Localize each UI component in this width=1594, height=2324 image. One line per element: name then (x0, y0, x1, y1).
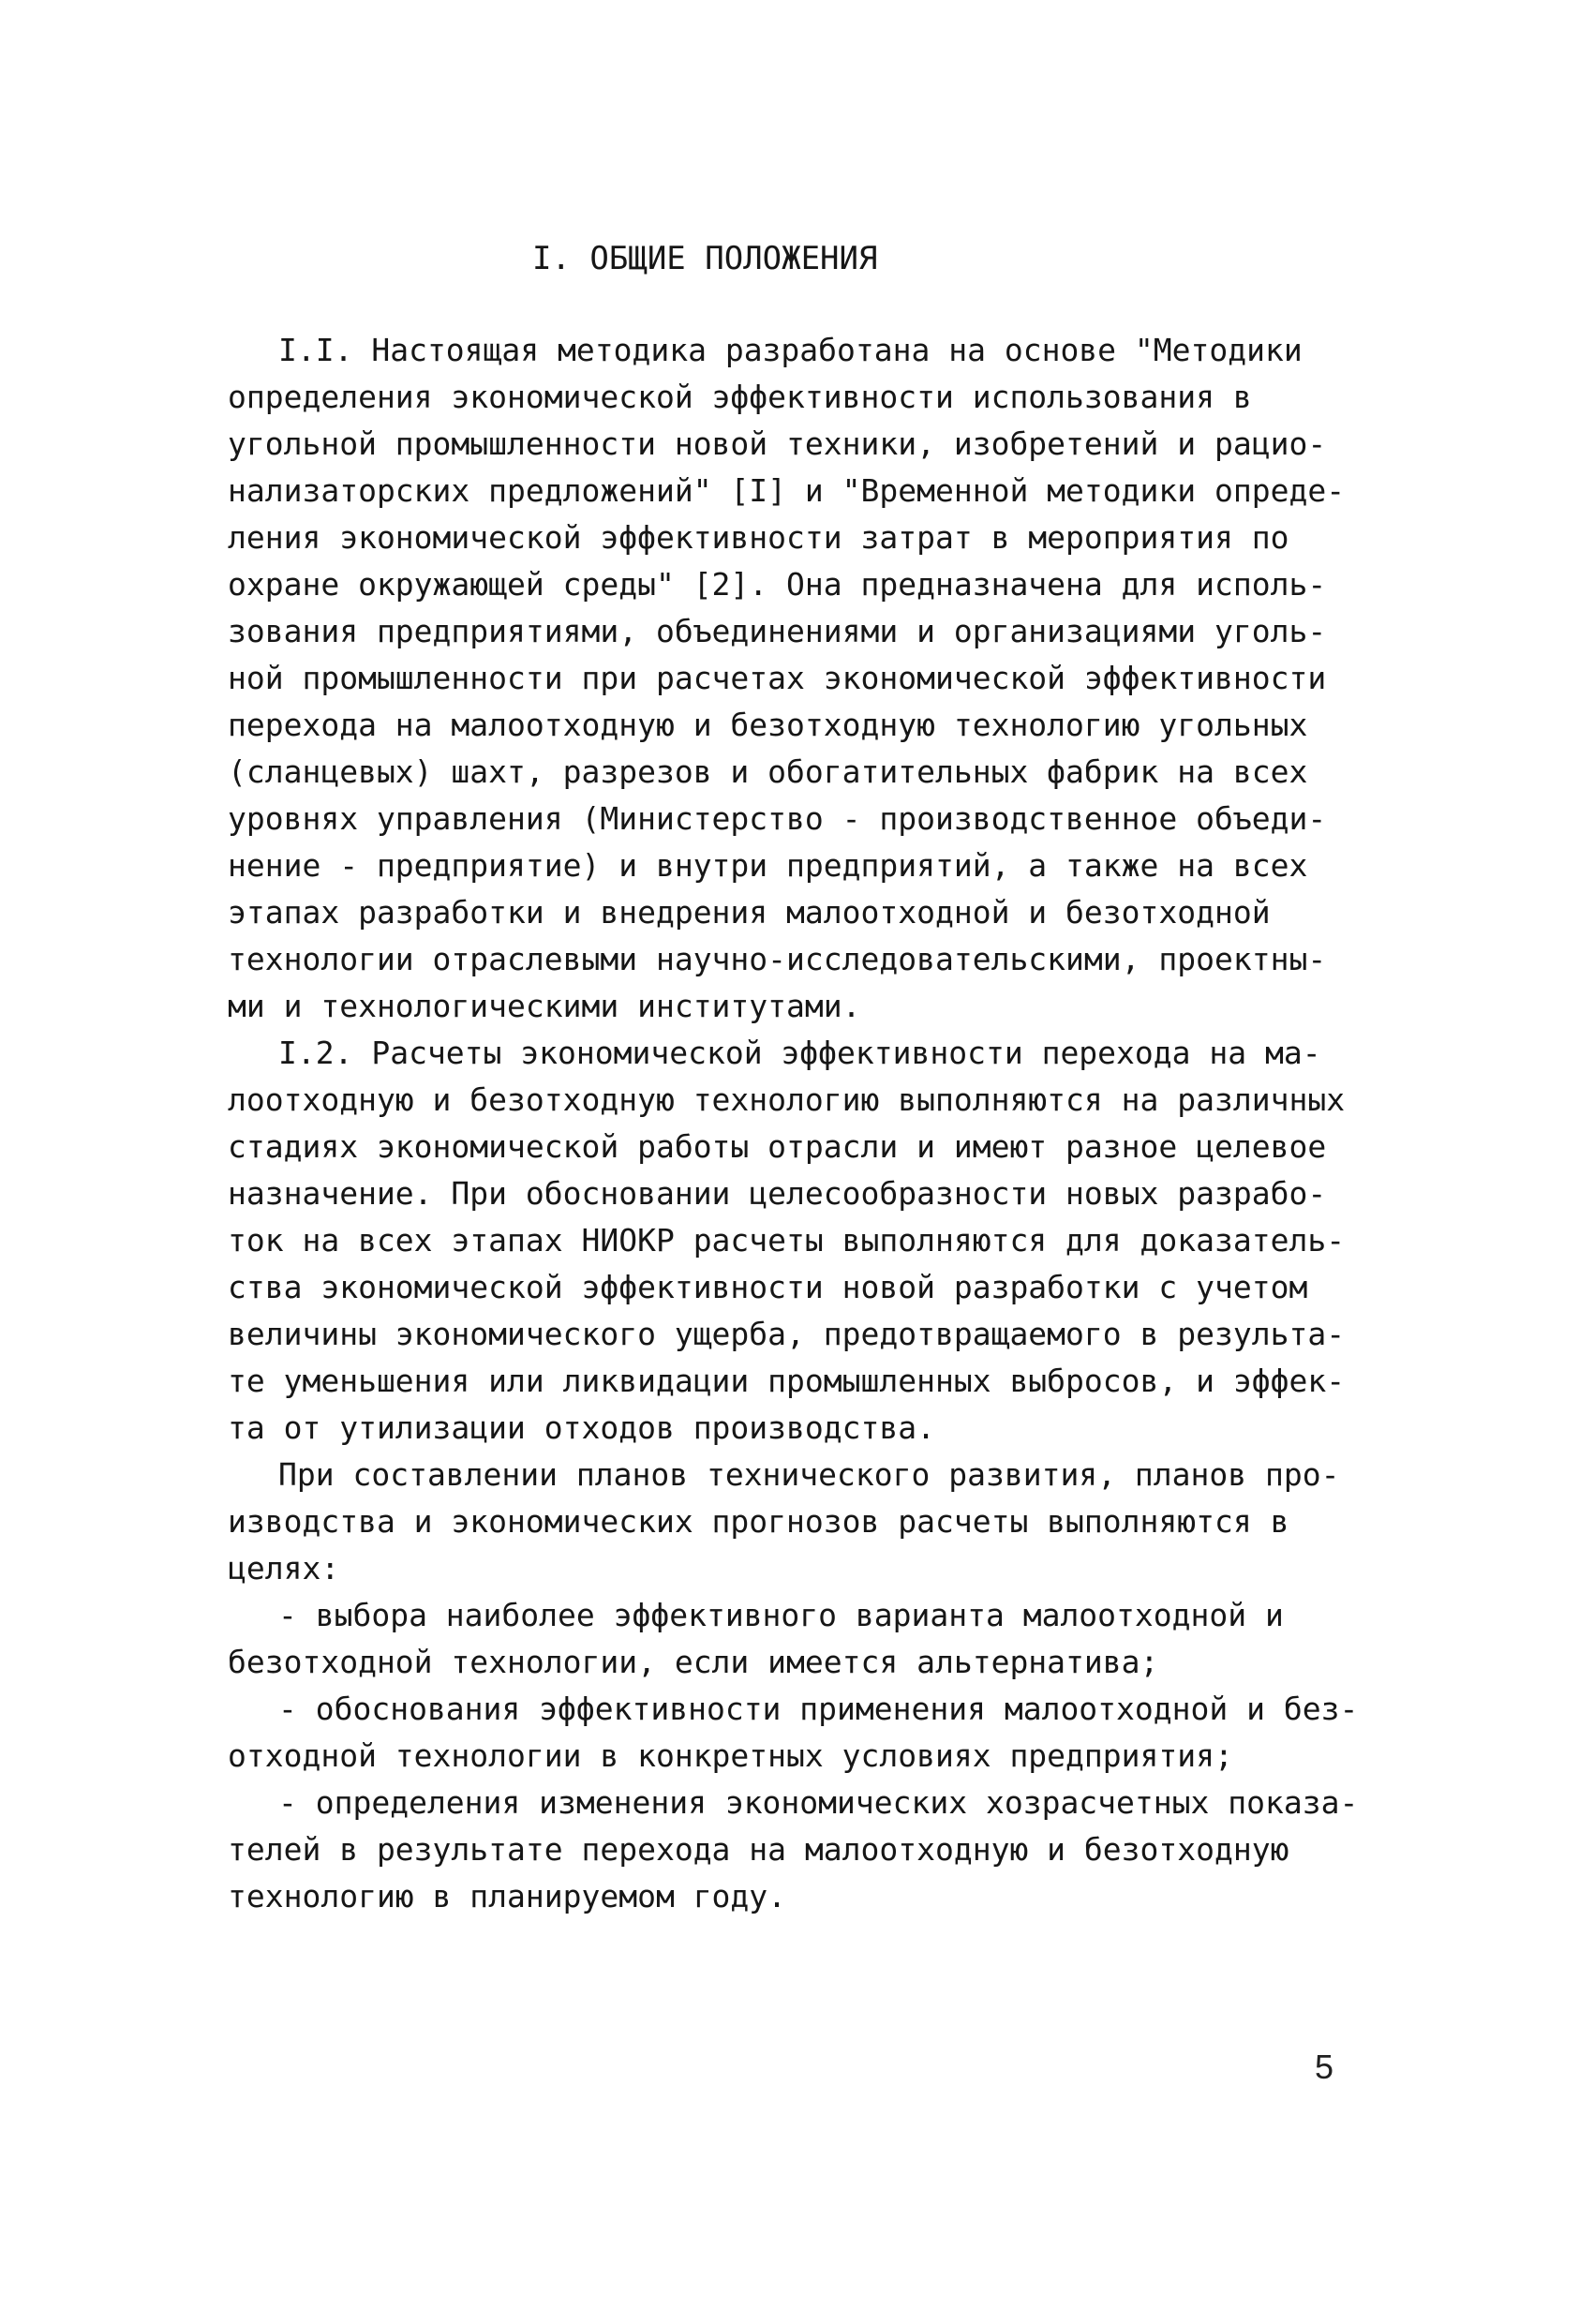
text-line: уровнях управления (Министерство - производственное объеди- (228, 800, 1327, 837)
text-line: ной промышленности при расчетах экономической эффективности (228, 660, 1327, 696)
text-line: технологии отраслевыми научно-исследовательскими, проектны- (228, 941, 1327, 977)
text-line: (сланцевых) шахт, разрезов и обогатительных фабрик на всех (228, 753, 1308, 790)
text-line: этапах разработки и внедрения малоотходной и безотходной (228, 894, 1271, 931)
text-line: та от утилизации отходов производства. (228, 1409, 935, 1446)
text-line: ления экономической эффективности затрат в мероприятия по (228, 519, 1289, 556)
page-number: 5 (1315, 2048, 1334, 2086)
text-line: величины экономического ущерба, предотвращаемого в результа- (228, 1316, 1346, 1352)
text-line: назначение. При обосновании целесообразности новых разрабо- (228, 1175, 1327, 1212)
text-line: отходной технологии в конкретных условиях предприятия; (228, 1737, 1233, 1774)
text-line: определения экономической эффективности использования в (228, 379, 1252, 415)
text-line: нение - предприятие) и внутри предприятий, а также на всех (228, 847, 1308, 884)
text-line: угольной промышленности новой техники, изобретений и рацио- (228, 425, 1327, 462)
text-line: нализаторских предложений" [I] и "Временной методики опреде- (228, 472, 1346, 509)
text-line: - выбора наиболее эффективного варианта малоотходной и (278, 1597, 1284, 1633)
text-line: безотходной технологии, если имеется альтернатива; (228, 1644, 1159, 1680)
text-line: технологию в планируемом году. (228, 1878, 787, 1914)
text-line: - определения изменения экономических хозрасчетных показа- (278, 1784, 1359, 1821)
text-line: I.I. Настоящая методика разработана на основе "Методики (278, 332, 1303, 368)
text-line: стадиях экономической работы отрасли и имеют разное целевое (228, 1128, 1327, 1165)
text-line: изводства и экономических прогнозов расчеты выполняются в (228, 1503, 1289, 1540)
text-line: I.2. Расчеты экономической эффективности перехода на ма- (278, 1035, 1321, 1071)
text-line: те уменьшения или ликвидации промышленных выбросов, и эффек- (228, 1363, 1346, 1399)
text-line: При составлении планов технического развития, планов про- (278, 1456, 1340, 1493)
text-line: зования предприятиями, объединениями и организациями уголь- (228, 613, 1327, 649)
text-line: лоотходную и безотходную технологию выполняются на различных (228, 1081, 1346, 1118)
text-line: телей в результате перехода на малоотходную и безотходную (228, 1831, 1289, 1868)
text-line: охране окружающей среды" [2]. Она предназначена для исполь- (228, 566, 1327, 603)
text-line: ток на всех этапах НИОКР расчеты выполняются для доказатель- (228, 1222, 1346, 1259)
section-heading: I. ОБЩИЕ ПОЛОЖЕНИЯ (532, 240, 878, 277)
text-line: ми и технологическими институтами. (228, 988, 861, 1024)
text-line: - обоснования эффективности применения малоотходной и без- (278, 1691, 1359, 1727)
text-line: целях: (228, 1550, 340, 1587)
text-line: ства экономической эффективности новой разработки с учетом (228, 1269, 1308, 1305)
text-line: перехода на малоотходную и безотходную технологию угольных (228, 707, 1308, 743)
